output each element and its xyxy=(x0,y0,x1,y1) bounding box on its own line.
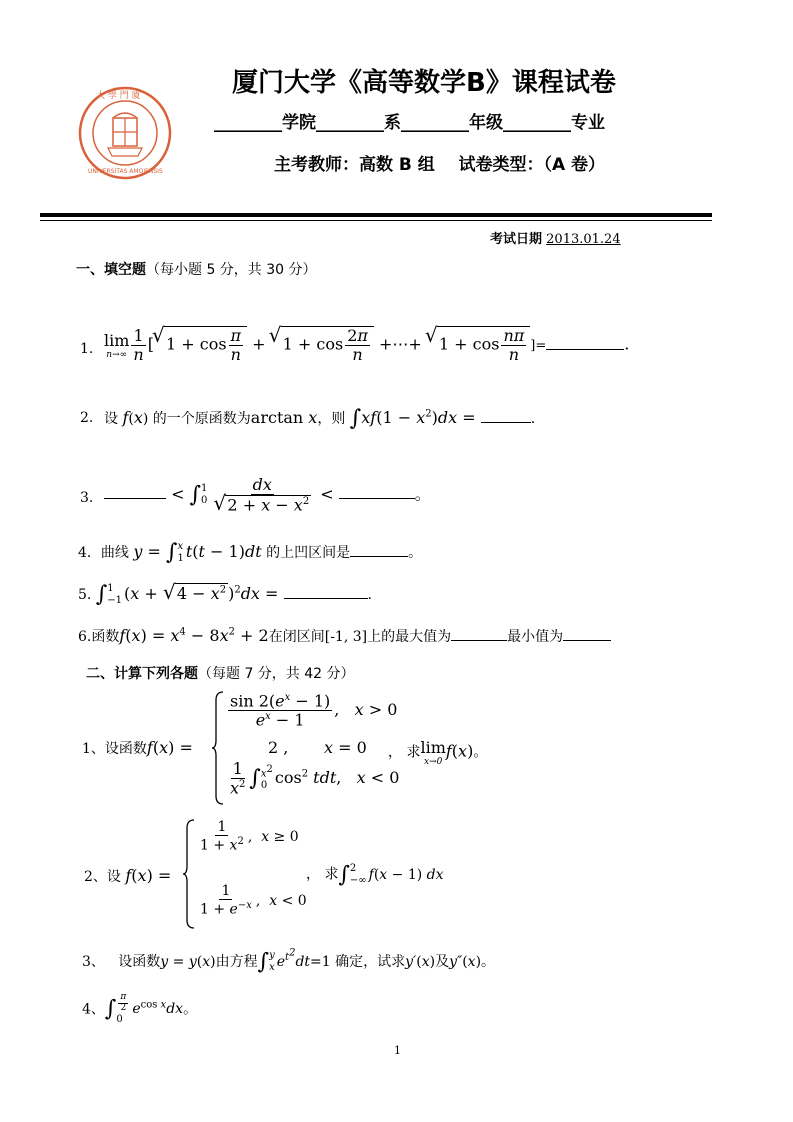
q2-2-ask-text: ， 求 xyxy=(306,866,339,883)
section1-title: 一、填空题 xyxy=(76,262,146,278)
q1-4-text-a: 曲线 xyxy=(100,545,129,561)
q2-4-number: 4、 xyxy=(82,1001,105,1018)
q2-1-ask: ， 求 lim x→0 f(x)。 xyxy=(388,738,488,767)
q1-1-answer-blank[interactable] xyxy=(546,335,624,350)
header-divider xyxy=(40,213,712,217)
q2-1-number: 1、 xyxy=(82,741,105,757)
q2-1-case3: $\frac{1}{x^2}$ ∫ $x^2$ 0 $\cos^2$ tdt, x < 0 xyxy=(230,759,400,797)
q1-6-text-b: 在闭区间[-1, 3]上的最大值为 xyxy=(268,629,452,645)
teacher-label: 主考教师：高数 B 组 xyxy=(274,155,435,175)
seal-top-text: 大 學 門 廈 xyxy=(96,91,141,101)
q1-3-upper-blank[interactable] xyxy=(339,484,415,499)
q1-6-text-c: 最小值为 xyxy=(507,629,564,645)
q1-3-line: < ∫ 1 0 dx √ $2 + x - x^2$ < 。 xyxy=(104,476,431,514)
q1-2-text-c: ，则 xyxy=(317,411,346,427)
section1-note: （每小题 5 分，共 30 分） xyxy=(146,262,317,278)
section2-heading xyxy=(86,663,355,683)
q1-5-answer-blank[interactable] xyxy=(284,584,368,599)
q2-2-number: 2、 xyxy=(84,869,107,885)
q2-2-text: 设 xyxy=(106,869,121,885)
college-label: 学院 xyxy=(282,113,316,133)
major-blank[interactable]: ________ xyxy=(503,113,571,133)
q1-5-number: 5. xyxy=(78,587,92,603)
q2-3-number: 3、 xyxy=(82,953,105,970)
q1-6-max-blank[interactable] xyxy=(451,626,507,641)
q1-4-number: 4． xyxy=(78,545,101,561)
q2-1-ask-text: ， 求 xyxy=(388,744,421,761)
q1-2-text-b: 的一个原函数为 xyxy=(152,411,251,427)
seal-bottom-text: UNIVERSITAS AMOIENSIS xyxy=(88,168,163,175)
dept-blank[interactable]: ________ xyxy=(316,113,384,133)
exam-date-value: 2013.01.24 xyxy=(546,232,621,247)
exam-date-label: 考试日期 xyxy=(490,232,543,247)
q2-4-line: 4、∫ $\frac{\pi}{2}$ 0 $e^{cos x}dx$。 xyxy=(82,992,198,1025)
paper-type: 试卷类型：（A 卷） xyxy=(458,155,606,175)
q1-2-answer-blank[interactable] xyxy=(481,408,531,423)
q2-3-text-c: =1 确定，试求 xyxy=(310,953,406,970)
q2-1-brace xyxy=(212,690,224,806)
q2-3-text-b: 由方程 xyxy=(215,953,258,970)
grade-label: 年级 xyxy=(469,113,503,133)
q1-2-number: 2. xyxy=(80,410,94,426)
q2-1-text: 设函数 xyxy=(104,741,147,757)
q1-1-number: 1. xyxy=(80,341,94,357)
q2-1-case2: 2 , x = 0 xyxy=(268,738,367,757)
exam-title: 厦门大学《高等数学B》课程试卷 xyxy=(232,68,616,98)
q2-2-intro: 2、设 f(x) = xyxy=(84,866,172,885)
major-label: 专业 xyxy=(571,113,605,133)
q2-3-line: 3、 设函数y = y(x)由方程∫ y x $e^{t^2}dt=1$ 确定，试求y′(x)及y″(x)。 xyxy=(82,948,496,975)
q1-4-text-b: 的上凹区间是 xyxy=(266,545,351,561)
teacher-line xyxy=(274,150,605,175)
q1-1-expression: lim n→∞ $\frac{1}{n}$ [√ 1 + cos $\frac{\pi}{n}$ + √ 1 + cos $\frac{2\pi}{n}$ +⋯+ √ 1 + cos $\frac{n\pi}{n}$ ]= . xyxy=(104,326,629,363)
q1-6-min-blank[interactable] xyxy=(563,626,611,641)
q2-1-intro: 1、设函数f(x) = xyxy=(82,738,193,757)
q1-6-text-a: 函数 xyxy=(91,629,120,645)
section1-heading xyxy=(76,259,317,279)
q1-4-answer-blank[interactable] xyxy=(350,542,408,557)
q2-2-case2: $\frac{1}{1 + e^{-x}}$ , x < 0 xyxy=(200,883,307,919)
q1-6-line: 6.函数$f(x) = x^4 - 8x^2 + 2$在闭区间[-1, 3]上的最大值为 最小值为 xyxy=(78,626,611,646)
q2-2-ask: ， 求∫ 2 −∞ f(x − 1) dx xyxy=(306,862,444,887)
q2-2-brace xyxy=(183,818,195,930)
q1-2-line: 设 f(x) 的一个原函数为arctan x，则 $\int xf(1 - x^2)dx$ = . xyxy=(104,406,536,431)
section2-title: 二、计算下列各题 xyxy=(86,666,198,682)
q1-5-line: 5. ∫ 1 −1 (x + √ $4 - x^2$ )$^2$dx = . xyxy=(78,582,372,607)
q2-2-case1: $\frac{1}{1 + x^2}$ , x ≥ 0 xyxy=(200,819,299,855)
q2-3-text-d: 及 xyxy=(435,953,450,970)
exam-date xyxy=(490,228,621,247)
dept-label: 系 xyxy=(384,113,401,133)
q1-4-line: 4．曲线 y = ∫ x 1 t(t − 1)dt 的上凹区间是 。 xyxy=(78,540,423,565)
student-info-line xyxy=(214,108,605,133)
q1-3-lower-blank[interactable] xyxy=(104,484,166,499)
q1-3-number: 3. xyxy=(80,490,94,506)
grade-blank[interactable]: ________ xyxy=(401,113,469,133)
q1-2-text-a: 设 xyxy=(104,411,118,427)
q2-1-case1: $\frac{\sin 2(e^x - 1)}{e^x - 1}$ , x > 0 xyxy=(230,691,398,730)
college-blank[interactable]: ________ xyxy=(214,113,282,133)
section2-note: （每题 7 分，共 42 分） xyxy=(198,666,355,682)
page-number: 1 xyxy=(394,1044,401,1057)
q1-6-number: 6. xyxy=(78,629,92,645)
header-divider-thin xyxy=(40,220,712,221)
q2-3-text-a: 设函数 xyxy=(118,953,161,970)
